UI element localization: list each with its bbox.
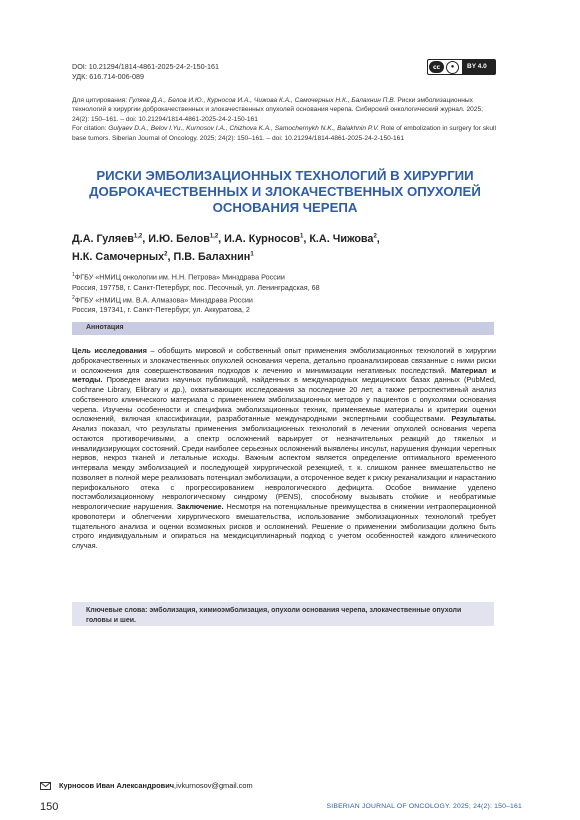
journal-footer: SIBERIAN JOURNAL OF ONCOLOGY. 2025; 24(2): 150–161 [326,803,522,810]
license-label: BY 4.0 [462,60,495,74]
citation-ru-authors: Гуляев Д.А., Белов И.Ю., Курносов И.А., Чижова К.А., Самочерных Н.К., Балахнин П.В. [128,97,396,104]
citation-ru-prefix: Для цитирования: [72,97,129,104]
affiliation-1-address: Россия, 197758, г. Санкт-Петербург, пос. Песочный, ул. Ленинградская, 68 [72,282,320,292]
results-label: Результаты. [451,414,496,424]
cc-icon: cc [429,61,444,73]
citation-block [72,96,498,143]
by-icon: ● [446,61,459,74]
abstract-heading-bar [72,322,494,335]
citation-en-text: Role of embolization in surgery for skull base tumors. Siberian Journal of Oncology. 2025; 24(2): 150–161. – doi: 10.21294/1814-4861-2025-24-2-150-161 [72,125,496,142]
keywords-box [72,602,494,626]
author: И.Ю. Белов$^{1,2}$, [148,232,225,245]
udc-text: УДК: 616.714-006-089 [72,72,145,81]
contact-email[interactable]: ivkurnosov@gmail.com [176,781,253,790]
author: И.А. Курносов$^1$, [224,232,310,245]
affiliation-1-name: $^1$ФГБУ «НМИЦ онкологии им. Н.Н. Петрова» Минздрава России [72,272,285,282]
page-number: 150 [40,801,59,813]
envelope-icon [40,782,51,790]
citation-en-prefix: For citation: [72,125,109,133]
keywords-text: Ключевые слова: эмболизация, химиоэмболизация, опухоли основания черепа, злокачественные опухоли головы и шеи. [86,607,462,624]
affiliation-2-name: $^2$ФГБУ «НМИЦ им. В.А. Алмазова» Минздрава России [72,294,253,305]
conclusion-label: Заключение. [176,502,224,511]
contact-name: Курносов Иван Александрович [59,781,175,790]
methods-text: Проведен анализ научных публикаций, найденных в международных медицинских базах данных (PubMed, Cochrane Library, Elibrary и др.), охватывающих исследования за последние 20 лет, а также ретроспективный анализ собственного клинического материала с применением эмболизационных методов у пациентов с опухолями основания черепа. Изучены особенности и специфика эмболизационных техник, применяемые материалы и критерии оценки осложнений, включая классификации, разработанные международными экспертными сообществами. [72,375,496,424]
doi-text[interactable]: DOI: 10.21294/1814-4861-2025-24-2-150-161 [72,62,220,71]
corresponding-author: Курносов Иван Александрович , ivkurnosov@gmail.com [40,781,253,790]
citation-en-authors: Gulyaev D.A., Belov I.Yu., Kurnosov I.A., Chizhova K.A., Samochernykh N.K., Balakhnin P.V. [108,125,379,133]
author: П.В. Балахнин$^1$ [173,250,254,263]
author-list [72,229,498,265]
affiliations [72,270,498,316]
license-badge[interactable] [427,59,496,75]
affiliation-2-address: Россия, 197341, г. Санкт-Петербург, ул. Аккуратова, 2 [72,305,250,315]
abstract-heading: Аннотация [86,324,124,331]
author: Н.К. Самочерных$^2$, [72,250,174,263]
citation-ru-text: Риски эмболизационных технологий в хирургии доброкачественных и злокачественных опухолей основания черепа. Сибирский онкологический журнал. 2025; 24(2): 150–161. – doi: 10.21294/1814-4861-2025-24-2-150-161 [72,97,483,123]
article-title: РИСКИ ЭМБОЛИЗАЦИОННЫХ ТЕХНОЛОГИЙ В ХИРУРГИИ ДОБРОКАЧЕСТВЕННЫХ И ЗЛОКАЧЕСТВЕННЫХ ОПУХОЛЕЙ ОСНОВАНИЯ ЧЕРЕПА [89,168,481,215]
abstract-body [72,346,496,551]
conclusion-text: Несмотря на потенциальные преимущества в снижении интраоперационной кровопотери и облегчении хирургического вмешательства, использование эмболизационных технологий требует тщательного анализа и оценки возможных рисков и осложнений. Решение о применении эмболизации должно быть строго индивидуальным и опираться на междисциплинарный подход с учетом особенностей каждого клинического случая. [72,502,496,550]
aim-label: Цель исследования [72,346,147,355]
aim-text: – обобщить мировой и собственный опыт применения эмболизационных технологий в хирургии доброкачественных и злокачественных опухолей основания черепа, детально проанализировав связанные с ними риски и осложнения для совершенствования подходов к лечению и минимизации негативных последствий. [72,346,496,375]
methods-label: Материал и методы. [72,365,496,385]
author: Д.А. Гуляев$^{1,2}$, [72,232,149,245]
results-text: Анализ показал, что результаты применения эмболизационных технологий в лечении опухолей основания черепа остаются противоречивыми, а спектр осложнений варьирует от незначительных реакций до тяжелых и инвалидизирующих состояний. Среди наиболее серьезных осложнений выявлены инсульт, нарушения функции черепных нервов, некроз тканей и летальные исходы. Важным аспектом является определение оптимального временного интервала между эмболизацией и последующей хирургической резекцией, т. к. слишком раннее вмешательство не позволяет в полной мере реализовать потенциал эмболизации, а отсроченное ведет к риску реканализации и нарастанию перифокального отека с прогрессированием неврологического дефицита. Особое внимание уделено постэмболизационному неврологическому синдрому (PENS), способному вызывать стойкие и необратимые неврологические нарушения. [72,424,496,511]
doi-block [72,62,219,82]
author: К.А. Чижова$^2$, [309,232,380,245]
